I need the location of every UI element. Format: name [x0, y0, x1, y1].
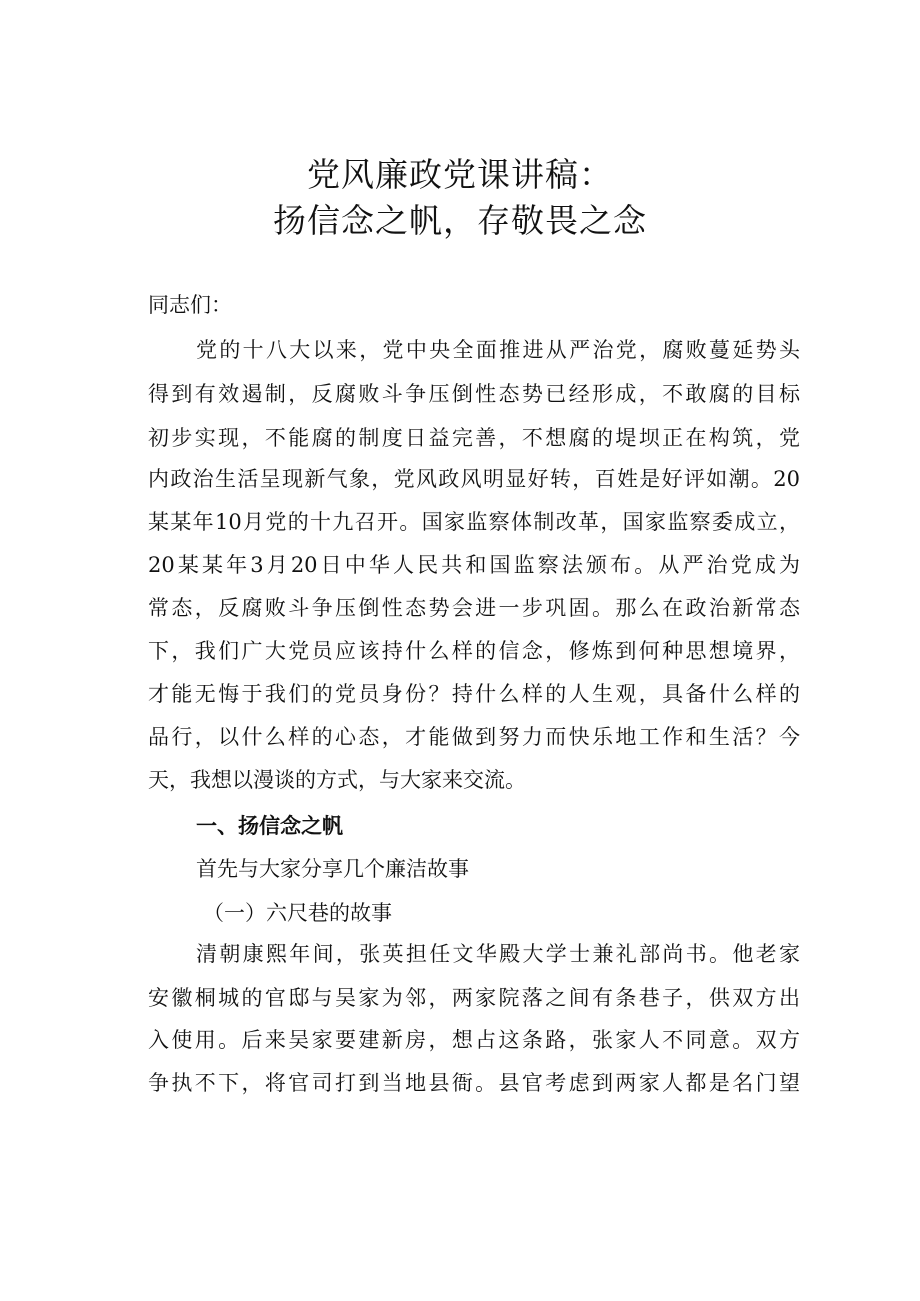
document-title-line-2: 扬信念之帆，存敬畏之念: [273, 201, 647, 240]
section-1-intro: 首先与大家分享几个廉洁故事: [196, 857, 469, 881]
paragraph-1-line: 20某某年3月20日中华人民共和国监察法颁布。从严治党成为: [148, 553, 800, 577]
document-title-line-1: 党风廉政党课讲稿：: [307, 155, 613, 194]
paragraph-1-line: 得到有效遏制，反腐败斗争压倒性态势已经形成，不敢腐的目标: [148, 382, 800, 406]
salutation: 同志们：: [148, 293, 232, 317]
paragraph-1-line: 内政治生活呈现新气象，党风政风明显好转，百姓是好评如潮。20: [148, 467, 800, 491]
paragraph-1-line: 党的十八大以来，党中央全面推进从严治党，腐败蔓延势头: [196, 338, 800, 362]
paragraph-1-line: 常态，反腐败斗争压倒性态势会进一步巩固。那么在政治新常态: [148, 596, 800, 620]
paragraph-1-line: 才能无悔于我们的党员身份？持什么样的人生观，具备什么样的: [148, 682, 800, 706]
paragraph-2-line: 安徽桐城的官邸与吴家为邻，两家院落之间有条巷子，供双方出: [148, 986, 800, 1010]
paragraph-2-line: 争执不下，将官司打到当地县衙。县官考虑到两家人都是名门望: [148, 1071, 800, 1095]
paragraph-1-line: 初步实现，不能腐的制度日益完善，不想腐的堤坝正在构筑，党: [148, 426, 800, 450]
paragraph-2-line: 入使用。后来吴家要建新房，想占这条路，张家人不同意。双方: [148, 1028, 800, 1052]
section-1-heading: 一、扬信念之帆: [196, 814, 343, 838]
paragraph-2-line: 清朝康熙年间，张英担任文华殿大学士兼礼部尚书。他老家: [196, 942, 800, 966]
paragraph-1-line: 某某年10月党的十九召开。国家监察体制改革，国家监察委成立，: [148, 510, 800, 534]
paragraph-1-line: 天，我想以漫谈的方式，与大家来交流。: [148, 768, 526, 792]
paragraph-1-line: 下，我们广大党员应该持什么样的信念，修炼到何种思想境界，: [148, 639, 800, 663]
paragraph-1-line: 品行，以什么样的心态，才能做到努力而快乐地工作和生活？今: [148, 725, 800, 749]
subsection-1-heading: （一）六尺巷的故事: [203, 901, 392, 925]
